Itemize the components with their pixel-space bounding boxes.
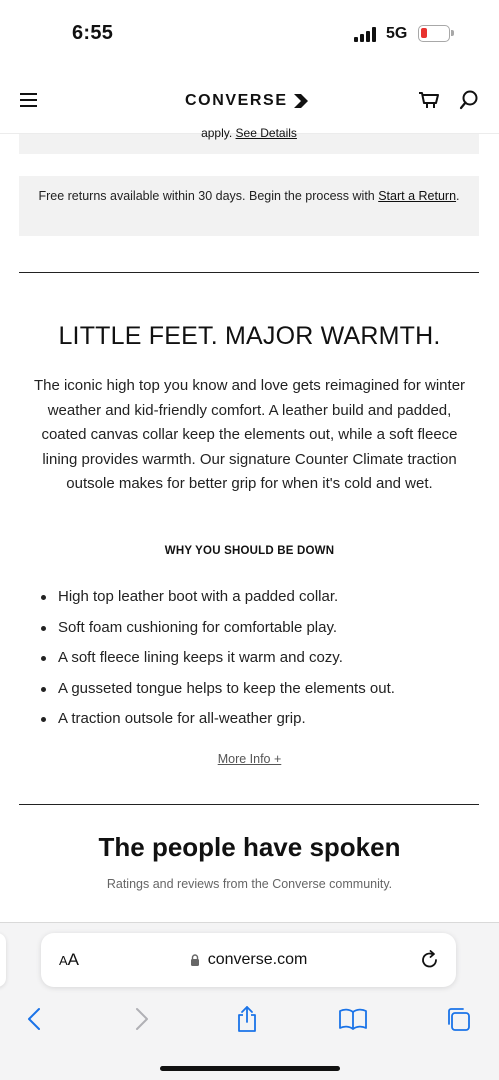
logo-text: CONVERSE [185, 92, 288, 109]
divider [19, 804, 479, 805]
product-headline: LITTLE FEET. MAJOR WARMTH. [58, 322, 441, 350]
back-icon[interactable] [16, 1001, 52, 1037]
browser-bottom-bar [0, 922, 499, 1080]
feature-item: A traction outsole for all-weather grip. [40, 704, 480, 735]
converse-logo[interactable] [185, 90, 311, 112]
status-time: 6:55 [72, 22, 114, 44]
reload-icon[interactable] [419, 949, 441, 971]
clipped-notice [19, 126, 479, 154]
feature-item: A soft fleece lining keeps it warm and cozy. [40, 643, 480, 674]
search-icon[interactable] [459, 89, 479, 111]
hamburger-menu-icon[interactable] [20, 93, 37, 107]
feature-item: A gusseted tongue helps to keep the elements out. [40, 674, 480, 705]
forward-icon[interactable] [124, 1001, 160, 1037]
returns-notice [19, 176, 479, 236]
previous-tab-peek[interactable] [0, 933, 6, 987]
cart-icon[interactable] [418, 89, 440, 111]
network-type: 5G [386, 25, 408, 42]
battery-icon [418, 25, 450, 42]
more-info [0, 752, 499, 766]
address-bar[interactable] [41, 933, 456, 987]
clipped-notice-text: apply. [201, 126, 236, 140]
star-chevron-icon [291, 93, 311, 109]
home-indicator [160, 1066, 340, 1071]
browser-toolbar [0, 1001, 499, 1047]
battery-tip [451, 30, 454, 36]
bookmarks-icon[interactable] [335, 1001, 371, 1037]
features-list [40, 582, 480, 735]
feature-item: Soft foam cushioning for comfortable play. [40, 613, 480, 644]
returns-text: Free returns available within 30 days. Begin the process with [38, 189, 379, 203]
divider [19, 272, 479, 273]
signal-strength-icon [354, 26, 380, 42]
start-return-link[interactable]: Start a Return [378, 189, 457, 203]
url-text[interactable]: converse.com [207, 951, 308, 968]
reader-options-button[interactable]: AA [59, 950, 80, 969]
reviews-subtitle: Ratings and reviews from the Converse community. [106, 877, 393, 891]
lock-icon [190, 954, 200, 966]
tabs-icon[interactable] [440, 1001, 476, 1037]
status-bar [0, 0, 499, 66]
site-header [0, 66, 499, 134]
more-info-link[interactable]: More Info + [217, 752, 282, 766]
share-icon[interactable] [229, 1001, 265, 1037]
reviews-title: The people have spoken [98, 832, 401, 862]
see-details-link[interactable]: See Details [235, 126, 297, 140]
product-description: The iconic high top you know and love gets reimagined for winter weather and kid-friendly comfort. A leather build and padded, coated canvas collar keep the elements out, while a soft fleece lining provides warmth. Our signature Counter Climate traction outsole makes for better grip for when it's cold and wet. [33, 377, 466, 492]
features-heading: WHY YOU SHOULD BE DOWN [164, 545, 335, 557]
returns-suffix: . [456, 189, 460, 203]
feature-item: High top leather boot with a padded collar. [40, 582, 480, 613]
